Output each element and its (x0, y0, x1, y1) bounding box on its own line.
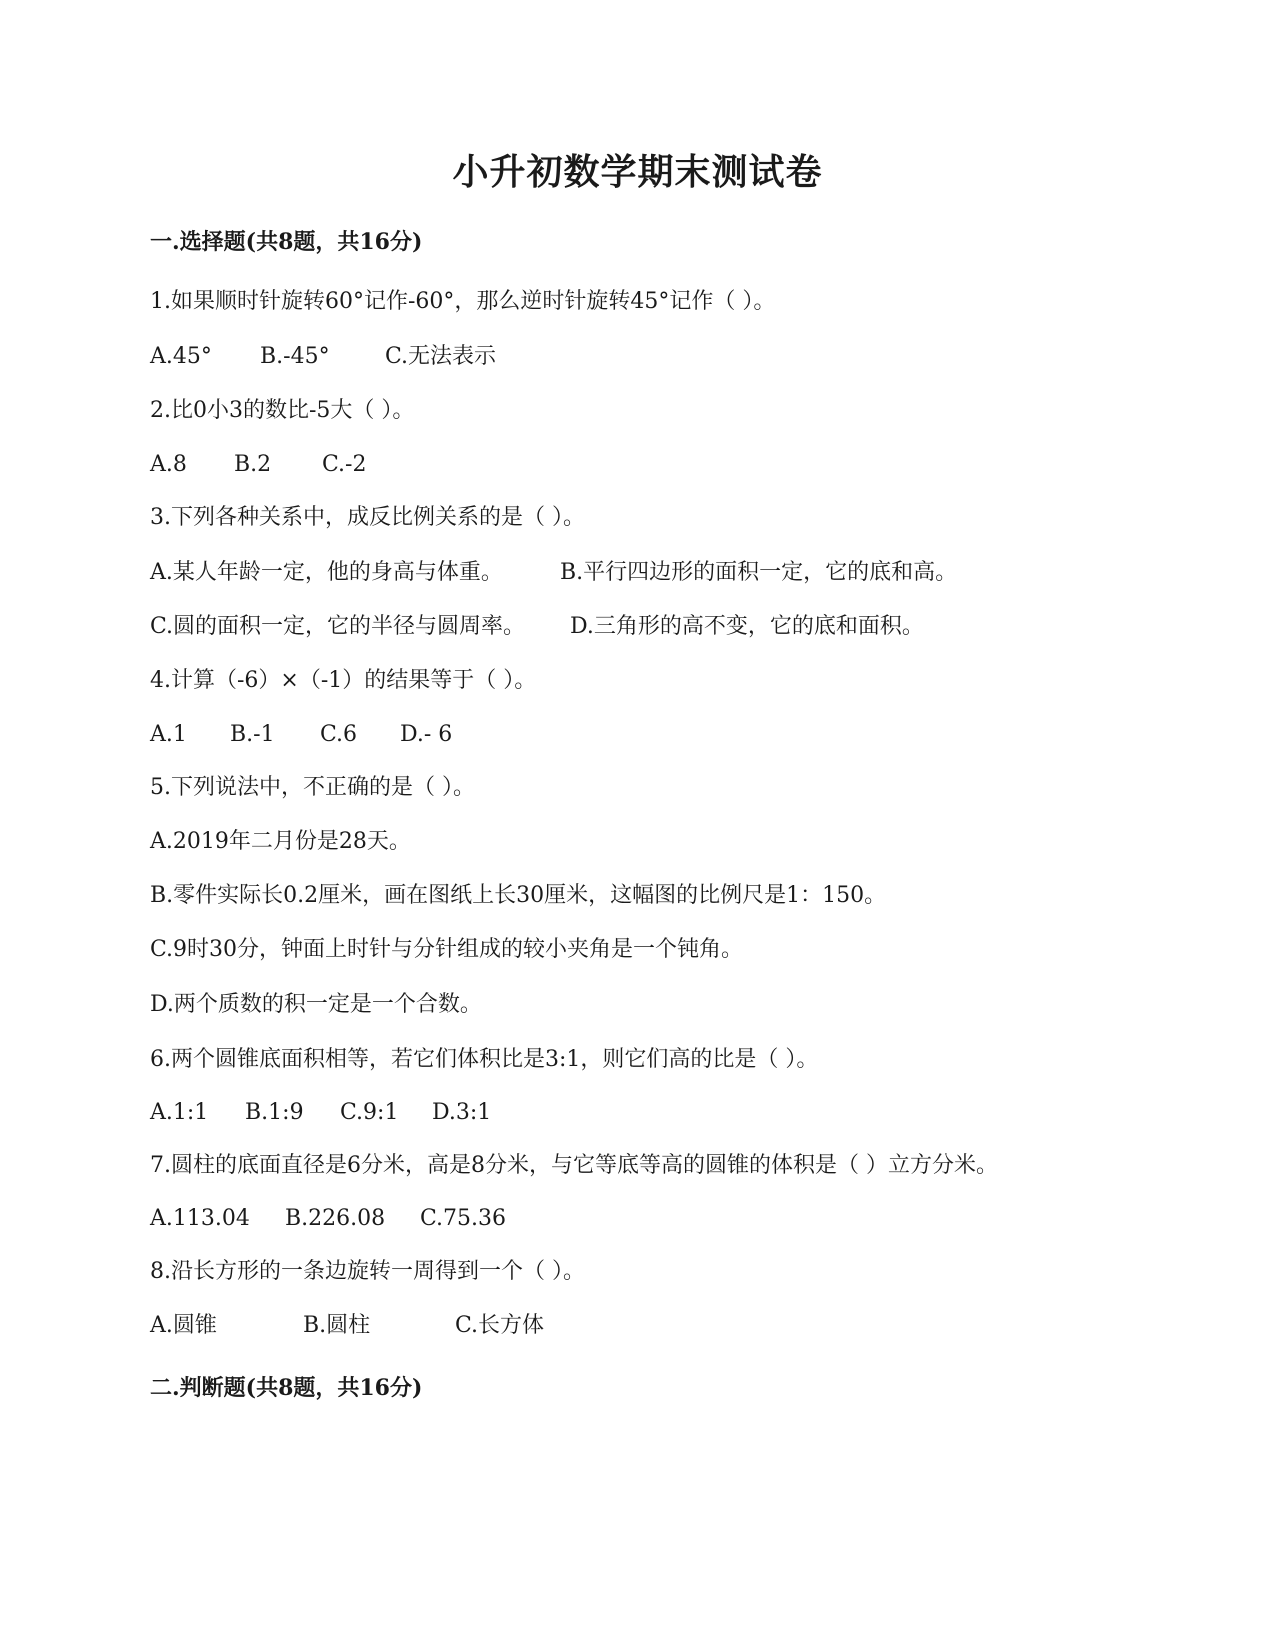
option-a: A.圆锥 (150, 1313, 217, 1338)
option-c: C.6 (320, 722, 358, 747)
question-7: 7.圆柱的底面直径是6分米，高是8分米，与它等底等高的圆锥的体积是（ ）立方分米。 (150, 1153, 998, 1178)
option-b: B.1:9 (245, 1100, 304, 1125)
option-d: D.- 6 (400, 722, 453, 747)
exam-title: 小升初数学期末测试卷 (452, 151, 823, 193)
option-a: A.某人年龄一定，他的身高与体重。 (150, 560, 503, 585)
option-a: A.2019年二月份是28天。 (150, 829, 411, 854)
option-c: C.-2 (322, 452, 367, 477)
option-b: B.-1 (230, 722, 275, 747)
question-5: 5.下列说法中，不正确的是（ ）。 (150, 775, 475, 800)
question-8: 8.沿长方形的一条边旋转一周得到一个（ ）。 (150, 1259, 585, 1284)
option-a: A.113.04 (150, 1206, 250, 1231)
option-b: B.-45° (260, 344, 330, 369)
option-a: A.45° (150, 344, 212, 369)
question-4: 4.计算（-6）×（-1）的结果等于（ ）。 (150, 668, 537, 693)
option-c: C.圆的面积一定，它的半径与圆周率。 (150, 614, 526, 639)
option-b: B.圆柱 (303, 1313, 371, 1338)
option-d: D.两个质数的积一定是一个合数。 (150, 992, 482, 1017)
option-c: C.无法表示 (385, 344, 497, 369)
question-6: 6.两个圆锥底面积相等，若它们体积比是3:1，则它们高的比是（ ）。 (150, 1047, 819, 1072)
option-c: C.9时30分，钟面上时针与分针组成的较小夹角是一个钝角。 (150, 937, 744, 962)
section-heading-judgement: 二.判断题(共8题，共16分) (150, 1375, 423, 1401)
option-c: C.长方体 (455, 1313, 545, 1338)
question-3: 3.下列各种关系中，成反比例关系的是（ ）。 (150, 505, 585, 530)
option-b: B.平行四边形的面积一定，它的底和高。 (560, 560, 958, 585)
option-b: B.零件实际长0.2厘米，画在图纸上长30厘米，这幅图的比例尺是1：150。 (150, 883, 887, 908)
question-1: 1.如果顺时针旋转60°记作-60°，那么逆时针旋转45°记作（ ）。 (150, 289, 776, 314)
option-d: D.3:1 (432, 1100, 492, 1125)
option-a: A.1 (150, 722, 187, 747)
option-a: A.1:1 (150, 1100, 209, 1125)
option-c: C.9:1 (340, 1100, 399, 1125)
option-b: B.226.08 (285, 1206, 386, 1231)
option-c: C.75.36 (420, 1206, 507, 1231)
option-b: B.2 (234, 452, 272, 477)
section-heading-choice: 一.选择题(共8题，共16分) (150, 229, 423, 255)
option-d: D.三角形的高不变，它的底和面积。 (570, 614, 924, 639)
option-a: A.8 (150, 452, 187, 477)
question-2: 2.比0小3的数比-5大（ ）。 (150, 398, 415, 423)
